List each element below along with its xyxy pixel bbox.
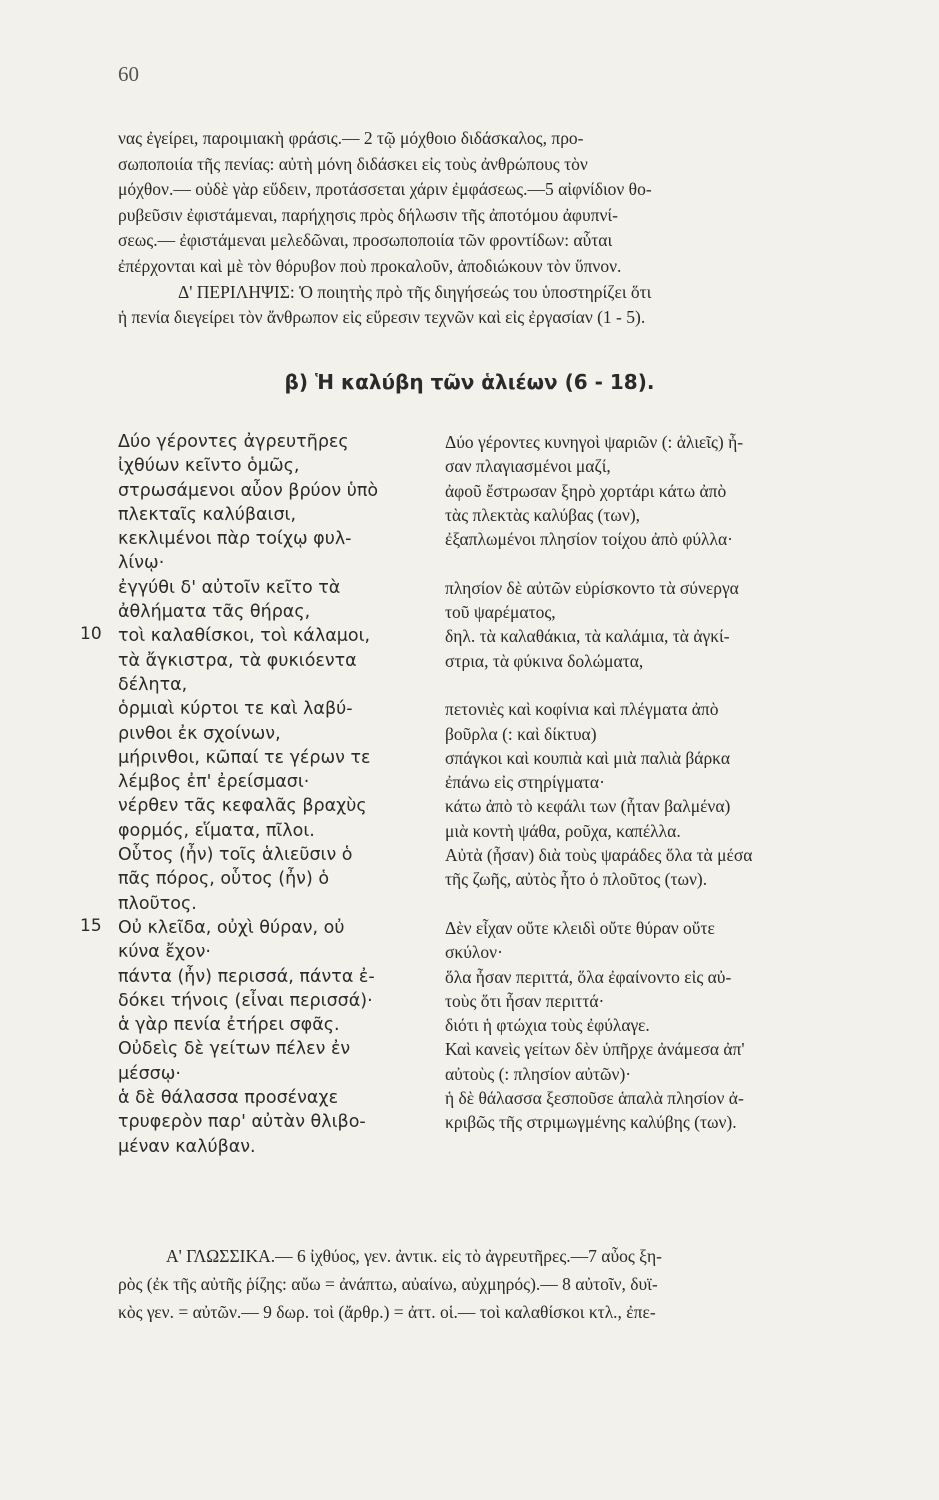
glossary-line: ρὸς (ἐκ τῆς αὐτῆς ῥίζης: αὔω = ἀνάπτω, αὐαίνω, αὐχμηρός).— 8 αὐτοῖν, δυϊ- [118, 1274, 658, 1294]
translation-line: σαν πλαγιασμένοι μαζί, [445, 456, 611, 477]
greek-line: ρινθοι ἐκ σχοίνων, [118, 723, 281, 744]
note-line: σωποποιία τῆς πενίας: αὐτὴ μόνη διδάσκει εἰς τοὺς ἀνθρώπους τὸν [118, 153, 588, 174]
translation-line: σκύλον· [445, 942, 503, 963]
glossary [118, 1242, 883, 1326]
greek-line: φορμός, εἵματα, πῖλοι. [118, 820, 315, 841]
translation-line: Καὶ κανεὶς γείτων δὲν ὑπῆρχε ἀνάμεσα ἀπ' [445, 1039, 745, 1060]
page-number: 60 [118, 62, 139, 86]
greek-line: πλοῦτος. [118, 893, 197, 914]
translation-line [445, 551, 885, 575]
greek-line: κύνα ἔχον· [118, 942, 211, 963]
greek-line: πᾶς πόρος, οὗτος (ἦν) ὁ [118, 869, 330, 890]
greek-line: δέλητα, [118, 674, 188, 695]
section-title: β) Ἡ καλύβη τῶν ἁλιέων (6 - 18). [284, 370, 655, 394]
greek-line: λίνῳ· [118, 553, 165, 574]
translation-line: διότι ἡ φτώχια τοὺς ἐφύλαγε. [445, 1015, 650, 1036]
greek-line: κεκλιμένοι πὰρ τοίχῳ φυλ- [118, 529, 352, 550]
translation-line: Αὐτὰ (ἦσαν) διὰ τοὺς ψαράδες ὅλα τὰ μέσα [445, 845, 753, 866]
greek-line: τοὶ καλαθίσκοι, τοὶ κάλαμοι, [118, 626, 371, 647]
translation-line: τὰς πλεκτὰς καλύβας (των), [445, 504, 641, 525]
greek-line: Οὐ κλεῖδα, οὐχὶ θύραν, οὐ [118, 917, 345, 938]
note-line: νας ἐγείρει, παροιμιακὴ φράσις.— 2 τῷ μόχθοιο διδάσκαλος, προ- [118, 128, 584, 148]
translation-line: αὐτοὺς (: πλησίον αὐτῶν)· [445, 1063, 632, 1084]
greek-line: ἀθλήματα τᾶς θήρας, [118, 602, 311, 623]
greek-line: στρωσάμενοι αὖον βρύον ὑπὸ [118, 480, 379, 501]
translation-line: βοῦρλα (: καὶ δίκτυα) [445, 723, 597, 744]
translation-line [445, 673, 885, 697]
translation-line [445, 1135, 885, 1159]
greek-text-column [118, 430, 438, 1159]
translation-line: δηλ. τὰ καλαθάκια, τὰ καλάμια, τὰ ἀγκί- [445, 626, 730, 647]
note-line: ρυβεῦσιν ἐφιστάμεναι, παρήχησις πρὸς δήλωσιν τῆς ἀποτόμου ἀφυπνί- [118, 204, 618, 225]
line-number: 10 [80, 624, 102, 645]
translation-line: κριβῶς τῆς στριμωγμένης καλύβης (των). [445, 1112, 737, 1133]
translation-line: πλησίον δὲ αὐτῶν εὑρίσκοντο τὰ σύνεργα [445, 577, 739, 598]
greek-line: ἰχθύων κεῖντο ὁμῶς, [118, 456, 300, 477]
greek-line: λέμβος ἐπ' ἐρείσμασι· [118, 772, 310, 793]
note-line: σεως.— ἐφιστάμεναι μελεδῶναι, προσωποποιία τῶν φροντίδων: αὗται [118, 230, 613, 251]
translation-line: κάτω ἀπὸ τὸ κεφάλι των (ἦταν βαλμένα) [445, 796, 731, 817]
translation-line: ἀφοῦ ἔστρωσαν ξηρὸ χορτάρι κάτω ἀπὸ [445, 480, 727, 501]
glossary-line: Α' ΓΛΩΣΣΙΚΑ.— 6 ἰχθύος, γεν. ἀντικ. εἰς τὸ ἀγρευτῆρες.—7 αὖος ξη- [166, 1246, 662, 1266]
translation-line: τοὺς ὅτι ἦσαν περιττά· [445, 990, 605, 1011]
note-line: ἐπέρχονται καὶ μὲ τὸν θόρυβον ποὺ προκαλοῦν, ἀποδιώκουν τὸν ὕπνον. [118, 255, 622, 276]
greek-line: ἐγγύθι δ' αὐτοῖν κεῖτο τὰ [118, 577, 341, 598]
greek-line: Δύο γέροντες ἀγρευτῆρες [118, 432, 349, 452]
summary-line: ἡ πενία διεγείρει τὸν ἄνθρωπον εἰς εὕρεσιν τεχνῶν καὶ εἰς ἐργασίαν (1 - 5). [118, 307, 646, 328]
greek-line: τὰ ἄγκιστρα, τὰ φυκιόεντα [118, 650, 357, 671]
greek-line: τρυφερὸν παρ' αὐτὰν θλιβο- [118, 1112, 366, 1133]
greek-line: πλεκταῖς καλύβαισι, [118, 504, 297, 525]
translation-line: Δὲν εἶχαν οὔτε κλειδὶ οὔτε θύραν οὔτε [445, 917, 715, 938]
translation-line: ἐξαπλωμένοι πλησίον τοίχου ἀπὸ φύλλα· [445, 529, 734, 550]
greek-line: ἁ δὲ θάλασσα προσέναχε [118, 1088, 339, 1109]
greek-line: νέρθεν τᾶς κεφαλᾶς βραχὺς [118, 796, 367, 817]
translation-line: ἡ δὲ θάλασσα ξεσποῦσε ἁπαλὰ πλησίον ἀ- [445, 1088, 744, 1109]
translation-line: σπάγκοι καὶ κουπιὰ καὶ μιὰ παλιὰ βάρκα [445, 747, 731, 768]
summary-line: Δ' ΠΕΡΙΛΗΨΙΣ: Ὁ ποιητὴς πρὸ τῆς διηγήσεώς του ὑποστηρίζει ὅτι [178, 281, 652, 302]
translation-line: στρια, τὰ φύκινα δολώματα, [445, 650, 644, 671]
greek-line: πάντα (ἦν) περισσά, πάντα ἐ- [118, 966, 375, 987]
greek-line: Οὐδεὶς δὲ γείτων πέλεν ἐν [118, 1039, 351, 1060]
translation-line: τοῦ ψαρέματος, [445, 602, 556, 623]
translation-line: Δύο γέροντες κυνηγοὶ ψαριῶν (: ἁλιεῖς) ἦ- [445, 432, 744, 452]
line-number: 15 [80, 916, 102, 936]
translation-line: ὅλα ἦσαν περιττά, ὅλα ἐφαίνοντο εἰς αὐ- [445, 966, 732, 987]
greek-line: Οὗτος (ἦν) τοῖς ἁλιεῦσιν ὁ [118, 845, 353, 866]
note-line: μόχθον.— οὐδὲ γὰρ εὕδειν, προτάσσεται χάριν ἐμφάσεως.—5 αἰφνίδιον θο- [118, 179, 652, 200]
translation-line: ἐπάνω εἰς στηρίγματα· [445, 772, 605, 793]
glossary-line: κὸς γεν. = αὐτῶν.— 9 δωρ. τοὶ (ἄρθρ.) = ἀττ. οἱ.— τοὶ καλαθίσκοι κτλ., ἐπε- [118, 1302, 656, 1322]
translation-line: μιὰ κοντὴ ψάθα, ροῦχα, καπέλλα. [445, 820, 681, 841]
translation-line: πετονιὲς καὶ κοφίνια καὶ πλέγματα ἀπὸ [445, 699, 719, 720]
greek-line: μέσσῳ· [118, 1063, 181, 1084]
greek-line: μήρινθοι, κῶπαί τε γέρων τε [118, 747, 371, 768]
translation-column [445, 430, 885, 1159]
translation-line [445, 892, 885, 916]
top-notes [118, 126, 883, 331]
greek-line: μέναν καλύβαν. [118, 1136, 256, 1157]
greek-line: ὁρμιαὶ κύρτοι τε καὶ λαβύ- [118, 699, 353, 720]
translation-line: τῆς ζωῆς, αὐτὸς ἦτο ὁ πλοῦτος (των). [445, 869, 708, 890]
greek-line: ἁ γὰρ πενία ἐτήρει σφᾶς. [118, 1015, 340, 1036]
greek-line: δόκει τήνοις (εἶναι περισσά)· [118, 990, 373, 1011]
